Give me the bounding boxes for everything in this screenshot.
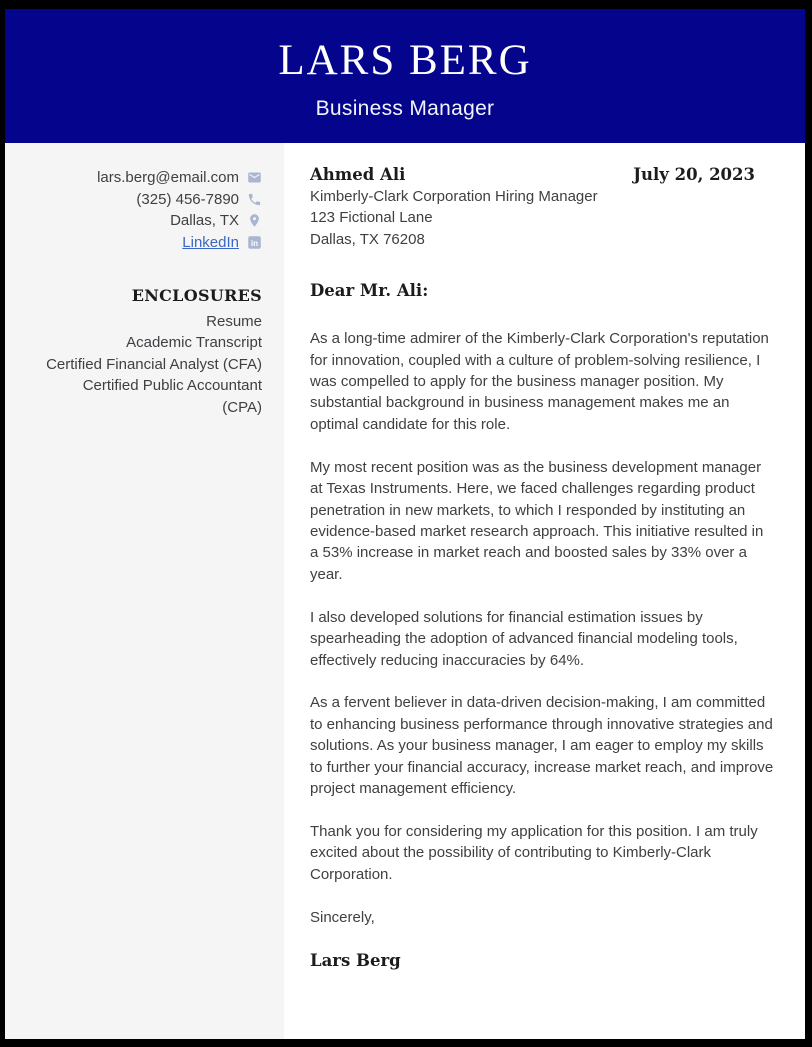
recipient-name: Ahmed Ali [310, 165, 406, 184]
phone-text: (325) 456-7890 [136, 190, 239, 208]
phone-icon [247, 192, 262, 207]
contact-linkedin-row [15, 232, 262, 254]
map-pin-icon [247, 213, 262, 228]
letter-paragraphs [310, 328, 775, 885]
recipient-date-row [310, 164, 775, 186]
enclosures-section [15, 285, 262, 418]
recipient-title: Kimberly-Clark Corporation Hiring Manager [310, 188, 598, 205]
enclosure-item: Certified Financial Analyst (CFA) [46, 355, 262, 373]
letter-header [5, 9, 805, 143]
candidate-name: LARS BERG [278, 37, 532, 85]
svg-text:in: in [250, 238, 259, 248]
letter-paragraph: My most recent position was as the business development manager at Texas Instruments. Here, we faced challenges regarding product penetration in new markets, to which I responded by instituting an evidence-based market research approach. This initiative resulted in a 53% increase in market reach and boosted sales by 33% over a year. [310, 458, 764, 583]
letter-body [284, 143, 805, 1039]
letter-paragraph: As a long-time admirer of the Kimberly-Clark Corporation's reputation for innovation, coupled with a culture of problem-solving resilience, I was compelled to apply for the business manager position. My substantial background in business management makes me an optimal candidate for this role. [310, 330, 769, 433]
enclosure-item: Certified Public Accountant (CPA) [82, 377, 262, 416]
salutation: Dear Mr. Ali: [310, 281, 429, 301]
contact-phone-row [15, 189, 262, 211]
enclosures-list [15, 311, 262, 419]
candidate-job-title: Business Manager [315, 96, 495, 120]
letter-paragraph: As a fervent believer in data-driven decision-making, I am committed to enhancing business performance through innovative strategies and solutions. As your business manager, I am eager to employ my skills to further your financial accuracy, increase market reach, and improve project management efficiency. [310, 694, 774, 798]
letter-paragraph: I also developed solutions for financial estimation issues by spearheading the adoption of advanced financial modeling tools, effectively reducing inaccuracies by 64%. [310, 608, 738, 669]
signature-name: Lars Berg [310, 951, 401, 971]
letter-columns [5, 143, 805, 1039]
enclosure-item: Academic Transcript [126, 334, 262, 351]
recipient-address-line1: 123 Fictional Lane [310, 209, 433, 227]
letter-paragraph: Thank you for considering my application for this position. I am truly excited about the possibility of contributing to Kimberly-Clark Corporation. [310, 822, 758, 883]
linkedin-icon [247, 235, 262, 250]
sidebar [5, 143, 284, 1039]
linkedin-link[interactable]: LinkedIn [182, 233, 239, 251]
envelope-icon [247, 170, 262, 185]
enclosures-heading: ENCLOSURES [131, 286, 262, 305]
contact-email-row [15, 167, 262, 189]
enclosure-item: Resume [206, 312, 262, 330]
location-text: Dallas, TX [170, 212, 239, 229]
letter-date: July 20, 2023 [633, 165, 755, 184]
email-text: lars.berg@email.com [97, 169, 239, 186]
closing-line: Sincerely, [310, 908, 375, 926]
contact-location-row [15, 210, 262, 232]
recipient-address-line2: Dallas, TX 76208 [310, 230, 425, 248]
contact-block [15, 167, 262, 253]
